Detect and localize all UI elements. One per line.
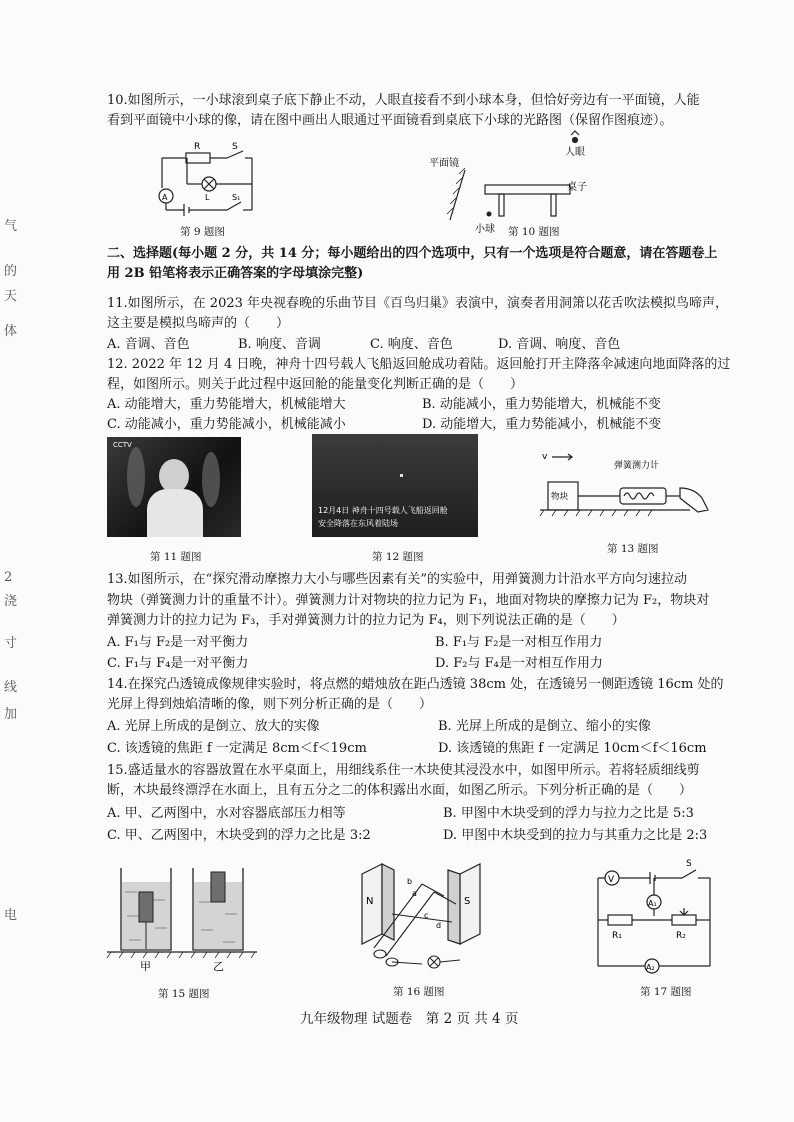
q13-option-c: C. F₁与 F₄是一对平衡力 — [107, 656, 249, 671]
fig9-label-a: A — [162, 193, 168, 202]
fig13-label-block: 物块 — [551, 492, 569, 502]
q15-option-a: A. 甲、乙两图中，水对容器底部压力相等 — [107, 806, 346, 821]
fig16-label-b: b — [407, 877, 413, 886]
section2-heading-line2: 用 2B 铅笔将表示正确答案的字母填涂完整) — [107, 266, 364, 281]
page-footer: 九年级物理 试题卷 第 2 页 共 4 页 — [300, 1011, 519, 1027]
fig11-caption: 第 11 题图 — [150, 551, 202, 563]
q14-line1: 14.在探究凸透镜成像规律实验时，将点燃的蜡烛放在距凸透镜 38cm 处，在透镜另一侧距透镜 16cm 处的 — [107, 677, 724, 692]
fig9-label-s1: S₁ — [232, 193, 241, 202]
fig10-label-table: 桌子 — [567, 182, 587, 193]
fig15-label-jia: 甲 — [140, 960, 151, 973]
fig17-label-a2: A₂ — [646, 963, 655, 972]
figure-13-spring-scale — [540, 448, 720, 538]
margin-char: 电 — [4, 908, 18, 923]
fig15-label-yi: 乙 — [213, 960, 224, 973]
margin-char: 气 — [4, 219, 18, 234]
q11-option-b: B. 响度、音调 — [238, 337, 321, 352]
q14-option-a: A. 光屏上所成的是倒立、放大的实像 — [107, 719, 320, 734]
fig16-label-a: a — [412, 889, 417, 898]
fig17-label-r1: R₁ — [612, 931, 622, 941]
fig9-caption: 第 9 题图 — [180, 226, 225, 238]
fig13-caption: 第 13 题图 — [607, 543, 659, 555]
margin-char: 线 — [4, 680, 18, 695]
fig10-label-mirror: 平面镜 — [429, 158, 459, 169]
q12-option-d: D. 动能增大，重力势能减小，机械能不变 — [422, 417, 662, 432]
fig9-label-l: L — [205, 193, 210, 202]
q12-option-b: B. 动能减小，重力势能增大，机械能不变 — [422, 397, 661, 412]
q13-line1: 13.如图所示，在“探究滑动摩擦力大小与哪些因素有关”的实验中，用弹簧测力计沿水平方向匀速拉动 — [107, 572, 687, 587]
q11-option-a: A. 音调、音色 — [107, 337, 190, 352]
figure-17-circuit — [590, 858, 720, 976]
fig12-caption: 第 12 题图 — [372, 551, 424, 563]
margin-char: 的 — [4, 264, 18, 279]
q15-line1: 15.盛适量水的容器放置在水平桌面上，用细线系住一木块使其浸没水中，如图甲所示。若将轻质细线剪 — [107, 763, 700, 778]
fig16-label-d: d — [436, 921, 442, 930]
q14-option-c: C. 该透镜的焦距 f 一定满足 8cm＜f＜19cm — [107, 741, 367, 756]
fig17-label-r2: R₂ — [676, 931, 686, 941]
q12-option-a: A. 动能增大，重力势能增大，机械能增大 — [107, 397, 346, 412]
figure-16-magnet-rails — [352, 856, 502, 980]
fig13-label-v: v — [542, 452, 548, 462]
fig9-label-r: R — [194, 142, 201, 152]
fig16-label-n: N — [366, 896, 374, 907]
fig17-label-a1: A₁ — [648, 899, 657, 908]
fig16-label-c: c — [424, 911, 429, 920]
fig17-label-v: V — [608, 875, 615, 885]
fig10-label-ball: 小球 — [475, 224, 495, 235]
q11-option-c: C. 响度、音色 — [370, 337, 453, 352]
fig10-label-eye: 人眼 — [565, 147, 585, 158]
figure-9-circuit — [152, 138, 262, 218]
margin-char: 寸 — [4, 636, 18, 651]
fig16-label-s: S — [464, 896, 471, 907]
margin-char: 浇 — [4, 594, 18, 609]
fig9-label-s: S — [232, 142, 238, 152]
q15-option-c: C. 甲、乙两图中，木块受到的浮力之比是 3:2 — [107, 828, 371, 843]
figure-15-containers — [107, 862, 257, 980]
q11-line2: 这主要是模拟鸟啼声的（ ） — [107, 316, 290, 331]
fig12-overlay-line1: 12月4日 神舟十四号载人飞船返回舱 — [318, 506, 448, 515]
q10-line1: 10.如图所示，一小球滚到桌子底下静止不动，人眼直接看不到小球本身，但恰好旁边有一平面镜，人能 — [107, 93, 700, 108]
q10-line2: 看到平面镜中小球的像，请在图中画出人眼通过平面镜看到桌底下小球的光路图（保留作图痕迹）。 — [107, 113, 673, 128]
q14-option-d: D. 该透镜的焦距 f 一定满足 10cm＜f＜16cm — [438, 741, 707, 756]
margin-char: 天 — [4, 289, 18, 304]
q15-option-d: D. 甲图中木块受到的拉力与其重力之比是 2:3 — [443, 828, 708, 843]
q15-line2: 断，木块最终漂浮在水面上，且有五分之二的体积露出水面，如图乙所示。下列分析正确的是（ ） — [107, 783, 693, 798]
q13-option-a: A. F₁与 F₂是一对平衡力 — [107, 635, 249, 650]
margin-char: 加 — [4, 707, 18, 722]
section2-heading-line1: 二、选择题(每小题 2 分，共 14 分；每小题给出的四个选项中，只有一个选项是符合题意，请在答题卷上 — [107, 246, 718, 261]
q13-line3: 弹簧测力计的拉力记为 F₃，手对弹簧测力计的拉力记为 F₄，则下列说法正确的是（ ） — [107, 613, 625, 628]
fig17-caption: 第 17 题图 — [640, 986, 692, 998]
q14-line2: 光屏上得到烛焰清晰的像，则下列分析正确的是（ ） — [107, 697, 433, 712]
q11-option-d: D. 音调、响度、音色 — [498, 337, 621, 352]
q14-option-b: B. 光屏上所成的是倒立、缩小的实像 — [438, 719, 651, 734]
fig11-logo: CCTV — [113, 441, 132, 449]
q13-option-d: D. F₂与 F₄是一对相互作用力 — [435, 656, 603, 671]
q15-option-b: B. 甲图中木块受到的浮力与拉力之比是 5:3 — [443, 806, 694, 821]
fig12-overlay-line2: 安全降落在东风着陆场 — [318, 519, 398, 528]
q12-line1: 12. 2022 年 12 月 4 日晚，神舟十四号载人飞船返回舱成功着陆。返回舱打开主降落伞减速向地面降落的过 — [107, 357, 731, 372]
q13-option-b: B. F₁与 F₂是一对相互作用力 — [435, 635, 603, 650]
q12-line2: 程，如图所示。则关于此过程中返回舱的能量变化判断正确的是（ ） — [107, 377, 524, 392]
fig10-caption: 第 10 题图 — [508, 226, 560, 238]
margin-char: 2 — [4, 570, 13, 585]
fig15-caption: 第 15 题图 — [158, 988, 210, 1000]
q12-option-c: C. 动能减小，重力势能减小，机械能减小 — [107, 417, 346, 432]
fig12-photo — [312, 434, 478, 537]
fig11-photo — [107, 437, 241, 537]
fig16-caption: 第 16 题图 — [393, 986, 445, 998]
margin-char: 体 — [4, 324, 18, 339]
fig13-label-meter: 弹簧测力计 — [614, 461, 660, 471]
fig17-label-s: S — [686, 859, 692, 869]
q11-line1: 11.如图所示，在 2023 年央视春晚的乐曲节目《百鸟归巢》表演中，演奏者用洞箫以花舌吹法模拟鸟啼声， — [107, 296, 729, 311]
q13-line2: 物块（弹簧测力计的重量不计）。弹簧测力计对物块的拉力记为 F₁，地面对物块的摩擦力记为 F₂，物块对 — [107, 593, 710, 608]
